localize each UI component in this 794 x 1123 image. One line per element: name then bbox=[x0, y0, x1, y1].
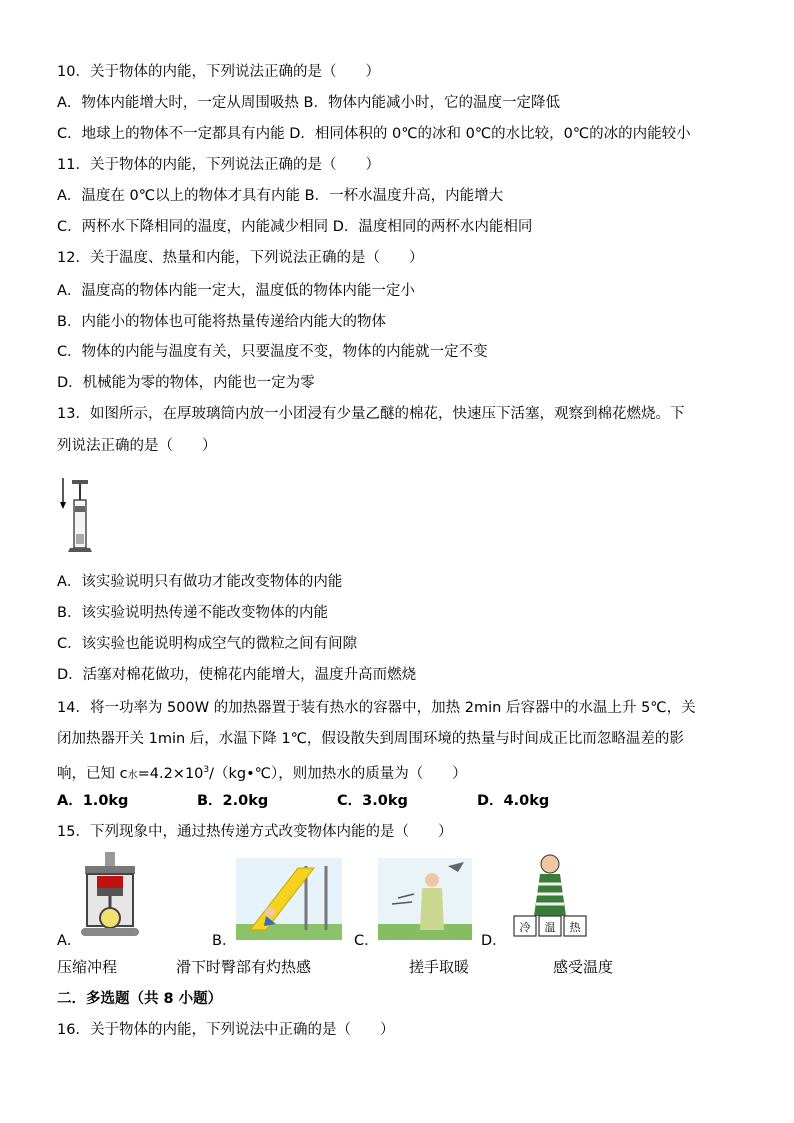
section-title: 二．多选题（共 8 小题） bbox=[57, 991, 223, 1007]
q12-option-a: A．温度高的物体内能一定大，温度低的物体内能一定小 bbox=[57, 283, 415, 299]
q15-caption-b: 滑下时臀部有灼热感 bbox=[176, 958, 312, 976]
q10-options-line2: C．地球上的物体不一定都具有内能 D．相同体积的 0℃的冰和 0℃的水比较，0℃的冰的内能较小 bbox=[57, 126, 691, 142]
q12-option-d: D．机械能为零的物体，内能也一定为零 bbox=[57, 375, 315, 391]
q13-option-a: A．该实验说明只有做功才能改变物体的内能 bbox=[57, 574, 343, 590]
q14-option-c: C．3.0kg bbox=[337, 793, 408, 809]
q15-caption-c: 搓手取暖 bbox=[409, 958, 470, 976]
q14-option-b: B．2.0kg bbox=[197, 793, 269, 809]
q13-option-b: B．该实验说明热传递不能改变物体的内能 bbox=[57, 605, 328, 621]
q13-stem-line2: 列说法正确的是（ ） bbox=[57, 438, 217, 454]
engine-compression-figure bbox=[75, 852, 145, 942]
warm-box-label: 温 bbox=[544, 921, 556, 934]
q16-stem: 16．关于物体的内能，下列说法中正确的是（ ） bbox=[57, 1022, 395, 1038]
q15-stem: 15．下列现象中，通过热传递方式改变物体内能的是（ ） bbox=[57, 824, 453, 840]
q15-label-d: D． bbox=[481, 933, 507, 949]
q15-caption-a: 压缩冲程 bbox=[57, 958, 118, 976]
q11-stem: 11．关于物体的内能，下列说法正确的是（ ） bbox=[57, 157, 380, 173]
cold-box-label: 冷 bbox=[519, 921, 531, 934]
q15-label-a: A． bbox=[57, 933, 82, 949]
hot-box-label: 热 bbox=[569, 921, 581, 934]
rubbing-hands-figure bbox=[378, 858, 472, 940]
q13-option-d: D．活塞对棉花做功，使棉花内能增大，温度升高而燃烧 bbox=[57, 667, 417, 683]
q13-option-c: C．该实验也能说明构成空气的微粒之间有间隙 bbox=[57, 636, 358, 652]
q14-stem-line2: 闭加热器开关 1min 后，水温下降 1℃，假设散失到周围环境的热量与时间成正比而忽略温差的影 bbox=[57, 731, 684, 747]
q10-options-line1: A．物体内能增大时，一定从周围吸热 B．物体内能减小时，它的温度一定降低 bbox=[57, 95, 560, 111]
q11-options-line1: A．温度在 0℃以上的物体才具有内能 B．一杯水温度升高，内能增大 bbox=[57, 188, 504, 204]
slide-figure bbox=[236, 858, 342, 940]
q14-stem-line3: 响，已知 c水$=4.2\times 10^3/(kg•℃)$，则加热水的质量为（ ） bbox=[57, 765, 467, 782]
q15-caption-d: 感受温度 bbox=[553, 958, 614, 976]
q12-stem: 12．关于温度、热量和内能，下列说法正确的是（ ） bbox=[57, 250, 424, 266]
q15-label-c: C． bbox=[354, 933, 379, 949]
q14-option-d: D．4.0kg bbox=[477, 793, 550, 809]
q14-option-a: A．1.0kg bbox=[57, 793, 129, 809]
q14-options bbox=[57, 791, 757, 811]
q12-option-c: C．物体的内能与温度有关，只要温度不变，物体的内能就一定不变 bbox=[57, 344, 488, 360]
q10-stem: 10．关于物体的内能，下列说法正确的是（ ） bbox=[57, 64, 380, 80]
q15-label-b: B． bbox=[212, 933, 237, 949]
feel-temperature-figure bbox=[510, 850, 590, 942]
syringe-experiment-figure bbox=[58, 476, 98, 556]
q13-stem-line1: 13．如图所示，在厚玻璃筒内放一小团浸有少量乙醚的棉花，快速压下活塞，观察到棉花燃烧。下 bbox=[57, 406, 685, 422]
q12-option-b: B．内能小的物体也可能将热量传递给内能大的物体 bbox=[57, 314, 386, 330]
q11-options-line2: C．两杯水下降相同的温度，内能减少相同 D．温度相同的两杯水内能相同 bbox=[57, 219, 533, 235]
q14-stem-line1: 14．将一功率为 500W 的加热器置于装有热水的容器中，加热 2min 后容器中的水温上升 5℃，关 bbox=[57, 700, 696, 716]
